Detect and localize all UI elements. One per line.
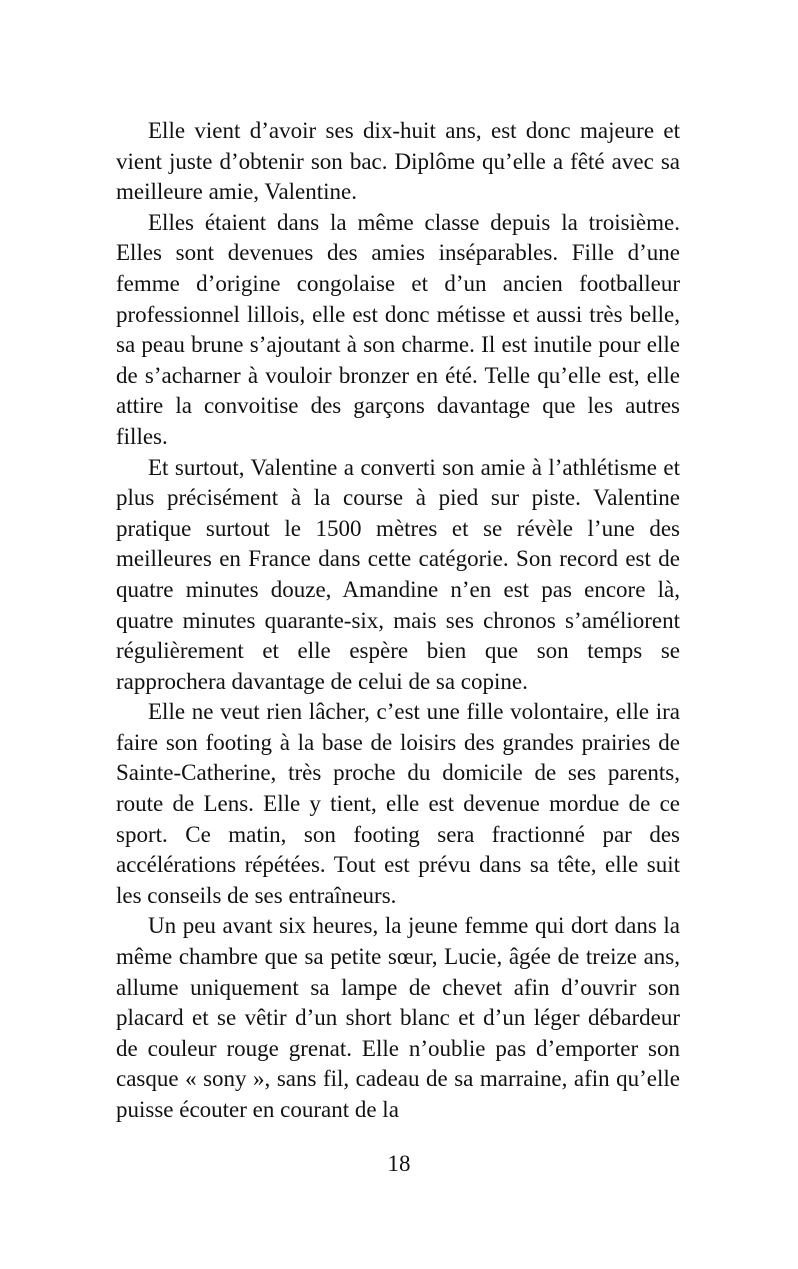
page-number: 18 (387, 1151, 411, 1176)
paragraph-3: Et surtout, Valentine a converti son amie à l’athlétisme et plus précisément à la course à pied sur piste. Valentine pratique surtout le 1500 mètres et se révèle l’une des meilleures en France dans cette catégorie. Son record est de quatre minutes douze, Amandine n’en est pas encore là, quatre minutes quarante-six, mais ses chronos s’améliorent régulièrement et elle espère bien que son temps se rapprochera davantage de celui de sa copine. (116, 454, 680, 694)
paragraph-1: Elle vient d’avoir ses dix-huit ans, est donc majeure et vient juste d’obtenir son bac. Diplôme qu’elle a fêté avec sa meilleure amie, Valentine. (116, 118, 680, 205)
paragraph-2: Elles étaient dans la même classe depuis la troisième. Elles sont devenues des amies inséparables. Fille d’une femme d’origine congolaise et d’un ancien footballeur professionnel lillois, elle est donc métisse et aussi très belle, sa peau brune s’ajoutant à son charme. Il est inutile pour elle de s’acharner à vouloir bronzer en été. Telle qu’elle est, elle attire la convoitise des garçons davantage que les autres filles. (116, 209, 680, 449)
paragraph-5: Un peu avant six heures, la jeune femme qui dort dans la même chambre que sa petite sœur, Lucie, âgée de treize ans, allume uniquement sa lampe de chevet afin d’ouvrir son placard et se vêtir d’un short blanc et d’un léger débardeur de couleur rouge grenat. Elle n’oublie pas d’emporter son casque « sony », sans fil, cadeau de sa marraine, afin qu’elle puisse écouter en courant de la (116, 913, 680, 1122)
body-text (116, 116, 680, 1126)
paragraph-4: Elle ne veut rien lâcher, c’est une fille volontaire, elle ira faire son footing à la base de loisirs des grandes prairies de Sainte-Catherine, très proche du domicile de ses parents, route de Lens. Elle y tient, elle est devenue mordue de ce sport. Ce matin, son footing sera fractionné par des accélérations répétées. Tout est prévu dans sa tête, elle suit les conseils de ses entraîneurs. (116, 699, 680, 908)
